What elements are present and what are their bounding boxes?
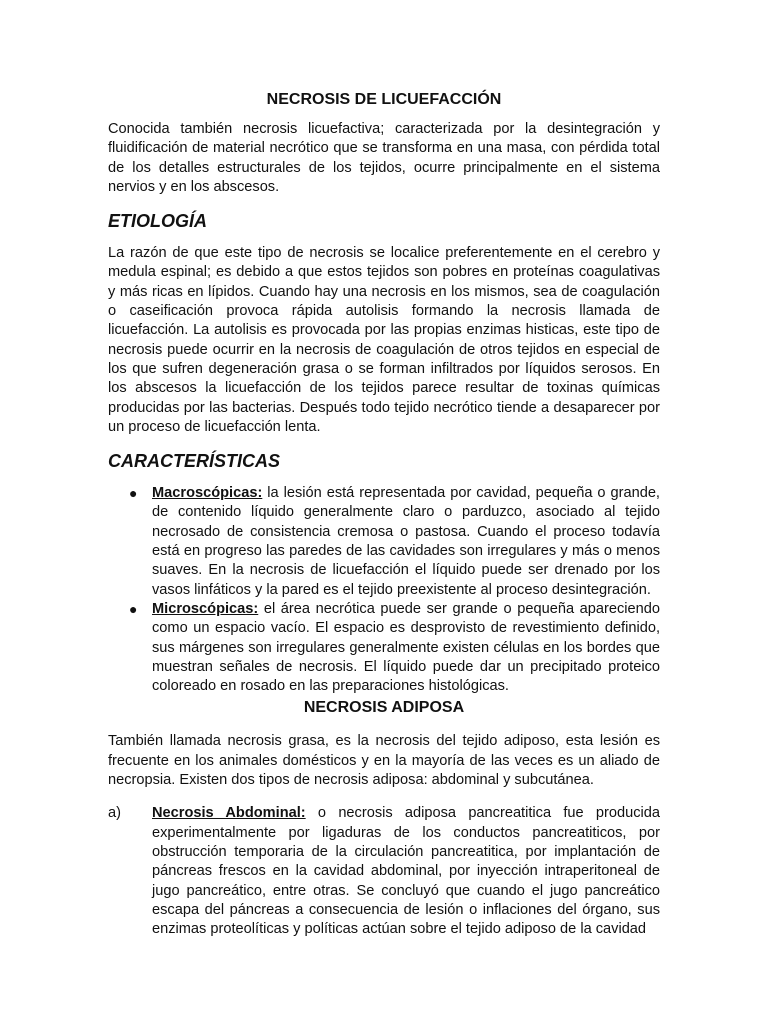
bullet-text: el área necrótica puede ser grande o pequeña apareciendo como un espacio vacío. El espacio es desprovisto de revestimiento definido, sus márgenes son irregulares generalmente existen células en los bordes que muestran señales de necrosis. El líquido puede dar un precipitado proteico coloreado en rosado en las preparaciones histológicas. bbox=[152, 600, 660, 695]
adiposa-list bbox=[108, 804, 660, 939]
list-text: o necrosis adiposa pancreatitica fue producida experimentalmente por ligaduras de los conductos pancreatiticos, por obstrucción temporaria de la circulación pancreatitica, por implantación de páncreas frescos en la cavidad abdominal, por inyección intraperitoneal de jugo pancreático, entre otras. Se concluyó que cuando el jugo pancreático escapa del páncreas a consecuencia de lesión o inflaciones del órgano, sus enzimas proteolíticas y políticas actúan sobre el tejido adiposo de la cavidad bbox=[152, 805, 660, 938]
section-title-adiposa: NECROSIS ADIPOSA bbox=[303, 699, 465, 717]
bullet-icon: ● bbox=[129, 485, 138, 502]
list-term: Necrosis Abdominal: bbox=[152, 805, 306, 822]
etiologia-heading: ETIOLOGÍA bbox=[108, 211, 207, 232]
page-title: NECROSIS DE LICUEFACCIÓN bbox=[266, 91, 502, 108]
list-marker: a) bbox=[108, 805, 121, 822]
etiologia-paragraph: La razón de que este tipo de necrosis se localice preferentemente en el cerebro y medula espinal; es debido a que estos tejidos son pobres en proteínas coagulativas y más ricas en lípidos. Cuando hay una necrosis en los mismos, sea de coagulación o caseificación provoca rápida autolisis formando la necrosis llamada de licuefacción. La autolisis es provocada por las propias enzimas histicas, este tipo de necrosis puede ocurrir en la necrosis de coagulación de otros tejidos en especial de los que sufren degeneración grasa o se forman infiltrados por líquidos serosos. En los abscesos la licuefacción de los tejidos parece resultar de toxinas químicas producidas por las bacterias. Después todo tejido necrótico tiende a desaparecer por un proceso de licuefacción lenta. bbox=[108, 245, 660, 435]
list-item bbox=[108, 804, 660, 939]
bullet-term: Macroscópicas: bbox=[152, 485, 263, 502]
list-item bbox=[129, 600, 660, 696]
adiposa-paragraph: También llamada necrosis grasa, es la necrosis del tejido adiposo, esta lesión es frecuente en los animales domésticos y en la mayoría de las veces es un aliado de necropsia. Existen dos tipos de necrosis adiposa: abdominal y subcutánea. bbox=[108, 733, 660, 789]
caracteristicas-heading: CARACTERÍSTICAS bbox=[108, 451, 281, 472]
list-item bbox=[129, 484, 660, 600]
caracteristicas-list bbox=[108, 484, 660, 696]
bullet-term: Microscópicas: bbox=[152, 600, 259, 617]
bullet-icon: ● bbox=[129, 600, 138, 617]
bullet-text: la lesión está representada por cavidad, pequeña o grande, de contenido líquido generalmente claro o parduzco, asociado al tejido necrosado de consistencia cremosa o pastosa. Cuando el proceso todavía está en progreso las paredes de las cavidades son irregulares y más o menos suaves. En la necrosis de licuefacción el líquido puede ser drenado por los vasos linfáticos y la pared es el tejido preexistente al proceso desintegración. bbox=[152, 485, 660, 598]
intro-paragraph: Conocida también necrosis licuefactiva; caracterizada por la desintegración y fluidificación de material necrótico que se transforma en una masa, con pérdida total de los detalles estructurales de los tejidos, ocurre principalmente en el sistema nervios y en los abscesos. bbox=[108, 121, 660, 195]
